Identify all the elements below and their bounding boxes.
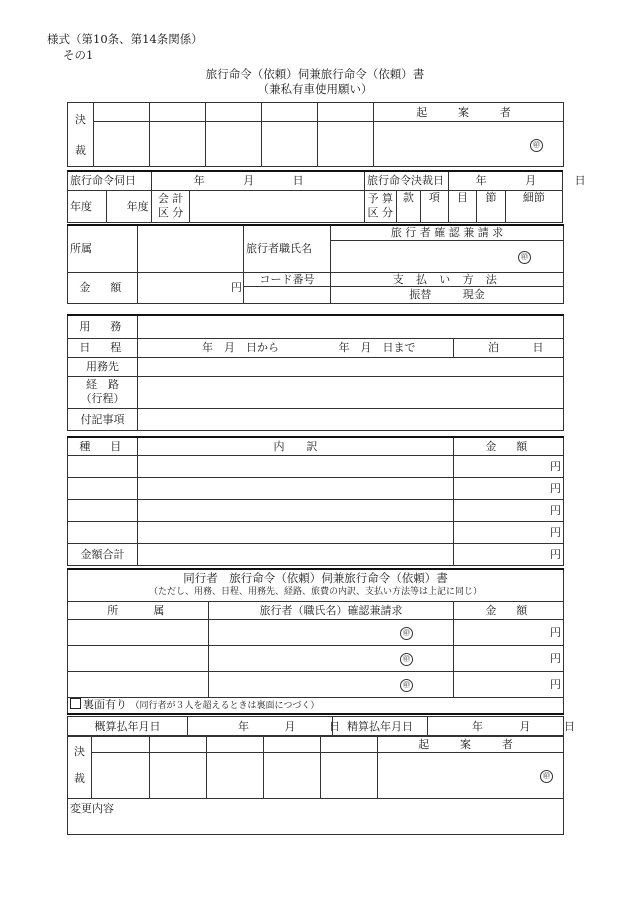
amount-field[interactable]: 円 xyxy=(138,272,244,303)
detail-cell[interactable] xyxy=(138,455,454,477)
destination-label: 用務先 xyxy=(68,357,138,376)
stamp-box[interactable] xyxy=(206,122,262,167)
traveler-table xyxy=(67,224,564,304)
payment-cash[interactable]: 現金 xyxy=(462,288,485,301)
detail-header: 内 訳 xyxy=(138,437,454,455)
drafter-label-2: 起 案 者 xyxy=(378,737,564,753)
form-subtitle: （兼私有車使用願い） xyxy=(257,82,373,96)
form-reference: 様式（第10条、第14条関係） xyxy=(47,32,203,46)
companion-dept-header: 所 属 xyxy=(68,601,209,619)
budget-class-label: 予 算 区 分 xyxy=(364,190,396,222)
settlement-table xyxy=(67,716,575,736)
detail-cell[interactable] xyxy=(138,521,454,543)
stamp-box[interactable] xyxy=(92,753,150,799)
final-date-label: 精算払年月日 xyxy=(333,717,428,736)
code-number-field[interactable] xyxy=(244,286,331,303)
fiscal-year-label: 年度 xyxy=(68,190,107,222)
stamp-box[interactable] xyxy=(321,737,378,753)
payment-method-options[interactable] xyxy=(331,286,564,303)
stamp-box[interactable] xyxy=(318,103,374,122)
schedule-field[interactable]: 年 月 日から 年 月 日まで xyxy=(138,338,454,357)
amount-cell[interactable]: 円 xyxy=(454,477,564,499)
changes-label: 変更内容 xyxy=(70,802,114,815)
amount-cell[interactable]: 円 xyxy=(454,499,564,521)
table-row xyxy=(68,671,564,697)
stamp-box[interactable] xyxy=(262,103,318,122)
approval-table-2 xyxy=(67,736,564,835)
budget-item-moku[interactable]: 目 xyxy=(448,190,477,222)
fiscal-year-field[interactable]: 年度 xyxy=(106,190,151,222)
total-row xyxy=(68,543,564,565)
stamp-box[interactable] xyxy=(207,753,264,799)
seal-icon: ㊞ xyxy=(518,251,531,264)
request-date-label: 旅行命令伺日 xyxy=(68,171,152,190)
destination-field[interactable] xyxy=(138,357,564,376)
breakdown-table xyxy=(67,436,564,566)
stamp-box[interactable] xyxy=(94,103,150,122)
amount-cell[interactable]: 円 xyxy=(454,521,564,543)
stamp-box[interactable] xyxy=(150,737,207,753)
type-cell[interactable] xyxy=(68,477,138,499)
companions-table xyxy=(67,568,564,715)
stamp-box[interactable] xyxy=(264,737,321,753)
stamp-box[interactable] xyxy=(206,103,262,122)
companion-traveler-cell[interactable] xyxy=(209,619,454,645)
detail-cell[interactable] xyxy=(138,477,454,499)
table-row xyxy=(68,619,564,645)
stamp-box[interactable] xyxy=(150,122,206,167)
budget-item-saisetsu[interactable]: 細節 xyxy=(505,190,562,222)
stamp-box[interactable] xyxy=(262,122,318,167)
companion-traveler-header: 旅行者（職氏名）確認兼請求 xyxy=(209,601,454,619)
decision-date-label: 旅行命令決裁日 xyxy=(364,171,448,190)
decision-label-2: 決 裁 xyxy=(68,737,92,799)
companion-dept-cell[interactable] xyxy=(68,671,209,697)
form-title: 旅行命令（依頼）伺兼旅行命令（依頼）書 xyxy=(205,67,425,81)
confirm-claim-label: 旅 行 者 確 認 兼 請 求 xyxy=(331,225,564,240)
notes-label: 付記事項 xyxy=(68,408,138,430)
decision-label: 決 裁 xyxy=(68,103,94,167)
companion-traveler-cell[interactable] xyxy=(209,671,454,697)
detail-cell[interactable] xyxy=(138,499,454,521)
stamp-box[interactable] xyxy=(150,103,206,122)
payment-transfer[interactable]: 振替 xyxy=(409,288,432,301)
companion-traveler-cell[interactable] xyxy=(209,645,454,671)
stamp-box[interactable] xyxy=(94,122,150,167)
type-header: 種 目 xyxy=(68,437,138,455)
seal-icon: ㊞ xyxy=(400,679,413,692)
stamp-box[interactable] xyxy=(321,753,378,799)
table-row xyxy=(68,455,564,477)
seal-icon: ㊞ xyxy=(530,139,543,152)
notes-field[interactable] xyxy=(138,408,564,430)
type-cell[interactable] xyxy=(68,521,138,543)
final-date-field[interactable]: 年 月 日 xyxy=(428,717,564,736)
stamp-box[interactable] xyxy=(264,753,321,799)
companions-title: 同行者 旅行命令（依頼）伺兼旅行命令（依頼）書 xyxy=(183,571,448,586)
route-field[interactable] xyxy=(138,376,564,408)
purpose-field[interactable] xyxy=(138,315,564,338)
drafter-label: 起 案 者 xyxy=(374,103,564,122)
code-number-label: コード番号 xyxy=(244,272,331,286)
budget-item-kou[interactable]: 項 xyxy=(421,190,449,222)
table-row xyxy=(68,645,564,671)
companions-note: （ただし、用務、日程、用務先、経路、旅費の内訳、支払い方法等は上記に同じ） xyxy=(148,587,482,598)
companion-amount-cell[interactable]: 円 xyxy=(454,619,564,645)
total-label: 金額合計 xyxy=(68,543,138,565)
seal-icon: ㊞ xyxy=(540,770,553,783)
account-class-field[interactable] xyxy=(190,190,365,222)
companion-dept-cell[interactable] xyxy=(68,619,209,645)
seal-icon: ㊞ xyxy=(400,653,413,666)
decision-date-field[interactable]: 年 月 日 xyxy=(448,171,562,190)
companion-amount-cell[interactable]: 円 xyxy=(454,671,564,697)
drafter-seal-cell[interactable] xyxy=(374,122,564,167)
table-row xyxy=(68,521,564,543)
department-label: 所属 xyxy=(68,225,138,272)
nights-field[interactable]: 泊 日 xyxy=(454,338,564,357)
request-date-field[interactable]: 年 月 日 xyxy=(151,171,364,190)
budget-item-kan[interactable]: 款 xyxy=(396,190,420,222)
total-amount-cell[interactable]: 円 xyxy=(454,543,564,565)
route-label: 経 路 （行程） xyxy=(68,376,138,408)
seal-icon: ㊞ xyxy=(400,627,413,640)
budget-item-setsu[interactable]: 節 xyxy=(477,190,506,222)
back-side-note: （同行者が３人を超えるときは裏面につづく） xyxy=(130,700,320,711)
stamp-box[interactable] xyxy=(207,737,264,753)
back-side-label: 裏面有り xyxy=(83,697,127,711)
companion-amount-header: 金 額 xyxy=(454,601,564,619)
companions-title-cell xyxy=(68,569,564,601)
payment-method-label: 支 払 い 方 法 xyxy=(331,272,564,286)
trip-table xyxy=(67,314,564,431)
drafter-seal-cell-2[interactable] xyxy=(378,753,564,799)
amount-header: 金 額 xyxy=(454,437,564,455)
back-side-checkbox[interactable] xyxy=(70,698,81,709)
date-budget-table xyxy=(67,170,586,223)
stamp-box[interactable] xyxy=(318,122,374,167)
companion-dept-cell[interactable] xyxy=(68,645,209,671)
type-cell[interactable] xyxy=(68,499,138,521)
department-field[interactable] xyxy=(138,225,244,272)
traveler-name-label: 旅行者職氏名 xyxy=(244,225,331,272)
companion-amount-cell[interactable]: 円 xyxy=(454,645,564,671)
amount-cell[interactable]: 円 xyxy=(454,455,564,477)
schedule-label: 日 程 xyxy=(68,338,138,357)
form-number: その1 xyxy=(63,48,94,62)
amount-label: 金 額 xyxy=(68,272,138,303)
stamp-box[interactable] xyxy=(150,753,207,799)
back-side-row xyxy=(68,697,564,714)
advance-date-label: 概算払年月日 xyxy=(68,717,188,736)
changes-field[interactable] xyxy=(68,799,564,835)
approval-table xyxy=(67,102,564,167)
advance-date-field[interactable]: 年 月 日 xyxy=(188,717,333,736)
purpose-label: 用 務 xyxy=(68,315,138,338)
table-row xyxy=(68,499,564,521)
table-row xyxy=(68,477,564,499)
stamp-box[interactable] xyxy=(92,737,150,753)
total-detail-cell[interactable] xyxy=(138,543,454,565)
type-cell[interactable] xyxy=(68,455,138,477)
traveler-seal-cell[interactable] xyxy=(331,240,564,272)
account-class-label: 会 計 区 分 xyxy=(151,190,190,222)
